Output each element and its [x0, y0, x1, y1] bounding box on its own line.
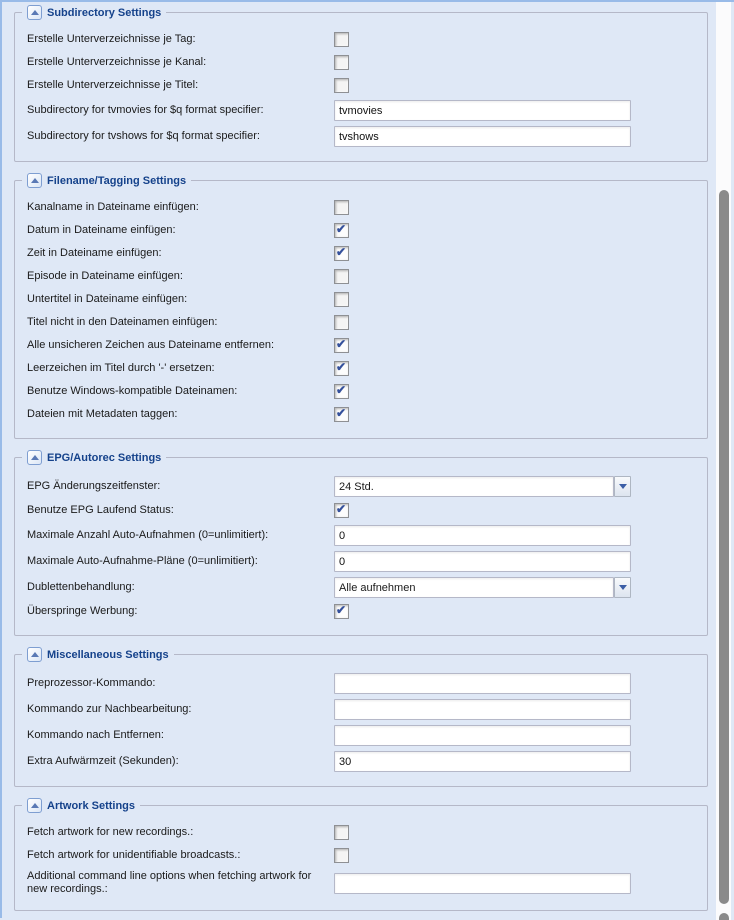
- settings-row: [27, 77, 695, 94]
- settings-row: [27, 725, 695, 746]
- checkbox[interactable]: [334, 223, 349, 238]
- text-field[interactable]: [334, 100, 631, 121]
- checkbox[interactable]: [334, 200, 349, 215]
- settings-row: [27, 847, 695, 864]
- text-field[interactable]: [334, 551, 631, 572]
- field-label: Kanalname in Dateiname einfügen:: [27, 201, 199, 213]
- triangle-up-icon: [31, 10, 39, 15]
- scrollbar-bottom-stub: [719, 913, 729, 920]
- settings-row: [27, 54, 695, 71]
- field-label: Dublettenbehandlung:: [27, 581, 135, 593]
- field-label: Alle unsicheren Zeichen aus Dateiname entfernen:: [27, 339, 275, 351]
- settings-row: [27, 870, 695, 896]
- text-field[interactable]: [334, 725, 631, 746]
- collapse-toggle-button[interactable]: [27, 798, 42, 813]
- section-title: Filename/Tagging Settings: [47, 174, 187, 187]
- checkbox[interactable]: [334, 361, 349, 376]
- checkbox[interactable]: [334, 315, 349, 330]
- field-label: Benutze EPG Laufend Status:: [27, 504, 174, 516]
- section-title: Artwork Settings: [47, 799, 136, 812]
- checkbox[interactable]: [334, 78, 349, 93]
- dropdown[interactable]: [334, 577, 631, 598]
- checkbox[interactable]: [334, 55, 349, 70]
- scrollbar-track[interactable]: [716, 2, 731, 920]
- settings-row: [27, 268, 695, 285]
- settings-row: [27, 337, 695, 354]
- checkbox[interactable]: [334, 407, 349, 422]
- field-label: Episode in Dateiname einfügen:: [27, 270, 183, 282]
- checkbox[interactable]: [334, 604, 349, 619]
- field-label: Maximale Auto-Aufnahme-Pläne (0=unlimitiert):: [27, 555, 258, 567]
- section-legend: [22, 173, 191, 188]
- field-label: Preprozessor-Kommando:: [27, 677, 156, 689]
- settings-row: [27, 673, 695, 694]
- field-label: Benutze Windows-kompatible Dateinamen:: [27, 385, 238, 397]
- settings-row: [27, 245, 695, 262]
- checkbox[interactable]: [334, 292, 349, 307]
- settings-row: [27, 291, 695, 308]
- dropdown[interactable]: [334, 476, 631, 497]
- settings-row: [27, 406, 695, 423]
- field-label: Extra Aufwärmzeit (Sekunden):: [27, 755, 179, 767]
- checkbox[interactable]: [334, 848, 349, 863]
- text-field[interactable]: [334, 673, 631, 694]
- settings-row: [27, 383, 695, 400]
- settings-sections: [2, 2, 734, 911]
- section-legend: [22, 450, 166, 465]
- settings-row: [27, 551, 695, 572]
- field-label: Fetch artwork for unidentifiable broadcasts.:: [27, 849, 241, 861]
- settings-row: [27, 603, 695, 620]
- checkbox[interactable]: [334, 825, 349, 840]
- scrollbar-thumb[interactable]: [719, 190, 729, 904]
- collapse-toggle-button[interactable]: [27, 173, 42, 188]
- checkbox[interactable]: [334, 32, 349, 47]
- settings-row: [27, 476, 695, 497]
- field-label: Erstelle Unterverzeichnisse je Tag:: [27, 33, 196, 45]
- field-label: Datum in Dateiname einfügen:: [27, 224, 176, 236]
- field-label: Erstelle Unterverzeichnisse je Titel:: [27, 79, 199, 91]
- field-label: Kommando zur Nachbearbeitung:: [27, 703, 192, 715]
- field-label: Subdirectory for tvmovies for $q format specifier:: [27, 104, 264, 116]
- dropdown-trigger-button[interactable]: [614, 577, 631, 598]
- checkbox[interactable]: [334, 246, 349, 261]
- checkbox[interactable]: [334, 503, 349, 518]
- field-label: Zeit in Dateiname einfügen:: [27, 247, 162, 259]
- field-label: Titel nicht in den Dateinamen einfügen:: [27, 316, 218, 328]
- text-field[interactable]: [334, 525, 631, 546]
- text-field[interactable]: [334, 699, 631, 720]
- section-artwork-settings: [14, 799, 708, 911]
- section-title: Subdirectory Settings: [47, 6, 162, 19]
- triangle-up-icon: [31, 803, 39, 808]
- settings-row: [27, 525, 695, 546]
- dropdown-trigger-button[interactable]: [614, 476, 631, 497]
- field-label: Kommando nach Entfernen:: [27, 729, 164, 741]
- chevron-down-icon: [619, 585, 627, 590]
- section-subdirectory-settings: [14, 6, 708, 162]
- section-title: EPG/Autorec Settings: [47, 451, 162, 464]
- settings-row: [27, 31, 695, 48]
- settings-row: [27, 314, 695, 331]
- field-label: Untertitel in Dateiname einfügen:: [27, 293, 188, 305]
- field-label: Fetch artwork for new recordings.:: [27, 826, 194, 838]
- settings-row: [27, 222, 695, 239]
- settings-row: [27, 126, 695, 147]
- checkbox[interactable]: [334, 384, 349, 399]
- collapse-toggle-button[interactable]: [27, 5, 42, 20]
- field-label: Maximale Anzahl Auto-Aufnahmen (0=unlimitiert):: [27, 529, 269, 541]
- settings-row: [27, 502, 695, 519]
- section-legend: [22, 5, 166, 20]
- text-field[interactable]: [334, 126, 631, 147]
- triangle-up-icon: [31, 455, 39, 460]
- checkbox[interactable]: [334, 338, 349, 353]
- settings-row: [27, 751, 695, 772]
- settings-row: [27, 100, 695, 121]
- field-label: Erstelle Unterverzeichnisse je Kanal:: [27, 56, 207, 68]
- settings-row: [27, 824, 695, 841]
- collapse-toggle-button[interactable]: [27, 647, 42, 662]
- field-label: Leerzeichen im Titel durch '-' ersetzen:: [27, 362, 215, 374]
- triangle-up-icon: [31, 652, 39, 657]
- field-label: Dateien mit Metadaten taggen:: [27, 408, 178, 420]
- checkbox[interactable]: [334, 269, 349, 284]
- section-miscellaneous-settings: [14, 648, 708, 787]
- section-legend: [22, 798, 140, 813]
- chevron-down-icon: [619, 484, 627, 489]
- section-legend: [22, 647, 174, 662]
- field-label: EPG Änderungszeitfenster:: [27, 480, 161, 492]
- text-field[interactable]: [334, 751, 631, 772]
- settings-row: [27, 699, 695, 720]
- settings-row: [27, 199, 695, 216]
- triangle-up-icon: [31, 178, 39, 183]
- field-label: Überspringe Werbung:: [27, 605, 138, 617]
- collapse-toggle-button[interactable]: [27, 450, 42, 465]
- text-field[interactable]: [334, 873, 631, 894]
- section-epg-autorec-settings: [14, 451, 708, 636]
- dropdown-selected-value: 24 Std.: [334, 476, 614, 497]
- field-label: Additional command line options when fetching artwork for new recordings.:: [27, 870, 312, 895]
- section-filename-tagging-settings: [14, 174, 708, 439]
- dropdown-selected-value: Alle aufnehmen: [334, 577, 614, 598]
- section-title: Miscellaneous Settings: [47, 648, 169, 661]
- settings-row: [27, 577, 695, 598]
- field-label: Subdirectory for tvshows for $q format specifier:: [27, 130, 260, 142]
- settings-row: [27, 360, 695, 377]
